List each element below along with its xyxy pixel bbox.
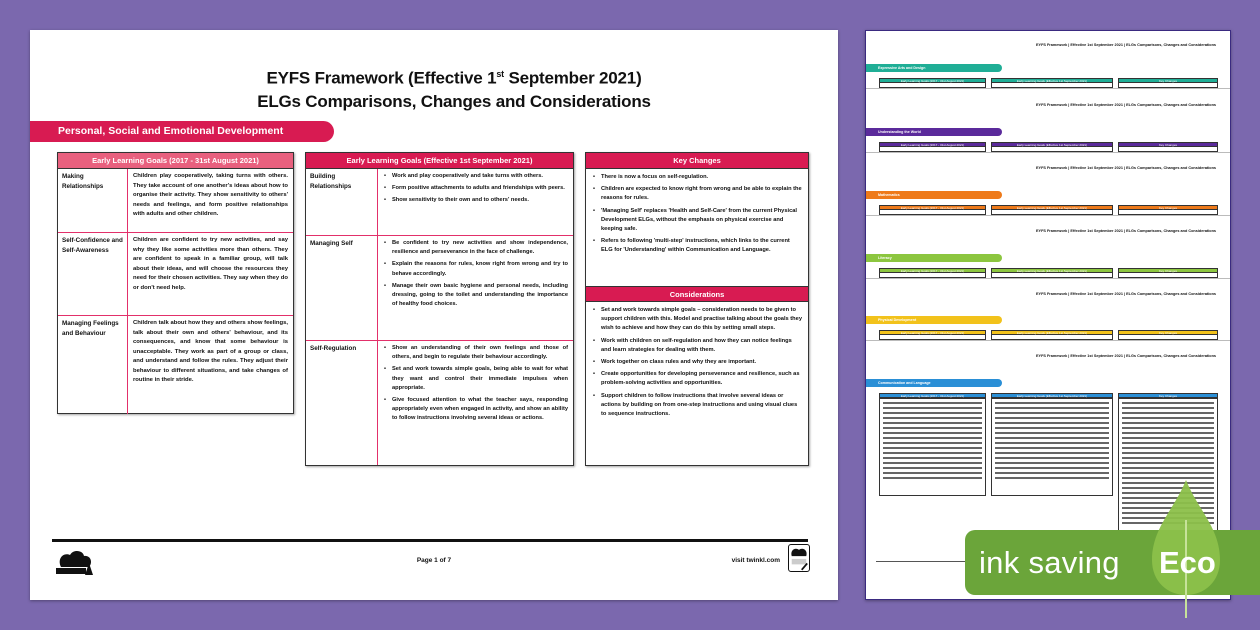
title-line-1: EYFS Framework (Effective 1 bbox=[266, 68, 497, 88]
text-line bbox=[995, 417, 1109, 419]
column-header: Early Learning Goals (2017 - 31st August 2021) bbox=[879, 205, 986, 210]
text-line bbox=[1122, 457, 1214, 459]
column-header: Early Learning Goals (Effective 1st September 2021) bbox=[991, 142, 1113, 147]
column-header: Key Changes bbox=[1118, 330, 1218, 335]
row-text: Children are confident to try new activities, and say why they like some activities more than others. They are confident to speak in a familiar group, will talk about their ideas, and will choose the resources they need for their chosen activities. They say when they do or don't need help. bbox=[133, 237, 288, 291]
text-line bbox=[995, 427, 1109, 429]
section-banner: Physical Development bbox=[866, 316, 1002, 324]
title-line-1-end: September 2021) bbox=[503, 68, 642, 88]
text-line bbox=[995, 422, 1109, 424]
document-page-1 bbox=[30, 30, 838, 600]
column-header: Key Changes bbox=[1118, 268, 1218, 273]
table-header: Early Learning Goals (2017 - 31st August 2021) bbox=[58, 153, 293, 169]
text-line bbox=[1122, 467, 1214, 469]
list-item: • Work with children on self-regulation and how they can notice feelings and learn strategies for dealing with them. bbox=[592, 337, 802, 355]
list-item: • Show an understanding of their own feelings and those of others, and begin to regulate their behaviour accordingly. bbox=[383, 344, 568, 362]
row-label: Managing Feelings and Behaviour bbox=[58, 316, 128, 414]
section-banner: Literacy bbox=[866, 254, 1002, 262]
list-item: • Be confident to try new activities and show independence, resilience and perseverance in the face of challenge. bbox=[383, 239, 568, 257]
text-line bbox=[1122, 402, 1214, 404]
title-line-2: ELGs Comparisons, Changes and Considerations bbox=[257, 91, 651, 111]
list-item: • Support children to follow instructions that involve several ideas or actions by building on from one-step instructions and using visual clues to sequence instructions. bbox=[592, 392, 802, 420]
list-item: • Work together on class rules and why they are important. bbox=[592, 358, 802, 367]
column-header: Early Learning Goals (2017 - 31st August 2021) bbox=[879, 330, 986, 335]
title-superscript: st bbox=[496, 69, 504, 79]
list-item: • Create opportunities for developing perseverance and resilience, such as problem-solving activities and opportunities. bbox=[592, 370, 802, 388]
text-line bbox=[883, 422, 982, 424]
text-line bbox=[883, 402, 982, 404]
table-preview bbox=[879, 398, 986, 496]
table-row bbox=[58, 169, 293, 233]
text-line bbox=[1122, 442, 1214, 444]
list-item: • Work and play cooperatively and take turns with others. bbox=[383, 172, 568, 181]
table-row bbox=[306, 236, 573, 341]
text-line bbox=[995, 432, 1109, 434]
running-header: EYFS Framework | Effective 1st September 2021 | ELGs Comparisons, Changes and Considerations bbox=[1036, 103, 1216, 107]
text-line bbox=[1122, 432, 1214, 434]
text-line bbox=[883, 467, 982, 469]
section-banner: Mathematics bbox=[866, 191, 1002, 199]
table-row bbox=[306, 341, 573, 465]
old-elg-table bbox=[57, 152, 294, 414]
website-link[interactable]: visit twinkl.com bbox=[731, 557, 780, 564]
column-header: Early Learning Goals (Effective 1st September 2021) bbox=[991, 205, 1113, 210]
column-header: Key Changes bbox=[1118, 142, 1218, 147]
row-label: Building Relationships bbox=[306, 169, 378, 235]
text-line bbox=[1122, 452, 1214, 454]
text-line bbox=[883, 407, 982, 409]
text-line bbox=[1122, 447, 1214, 449]
running-header: EYFS Framework | Effective 1st September 2021 | ELGs Comparisons, Changes and Considerations bbox=[1036, 166, 1216, 170]
text-line bbox=[1122, 472, 1214, 474]
section-banner: Understanding the World bbox=[866, 128, 1002, 136]
row-label: Self-Regulation bbox=[306, 341, 378, 465]
text-line bbox=[883, 417, 982, 419]
text-line bbox=[883, 442, 982, 444]
text-line bbox=[1122, 427, 1214, 429]
text-line bbox=[1122, 422, 1214, 424]
bullet-list bbox=[378, 169, 573, 235]
text-line bbox=[995, 467, 1109, 469]
running-header: EYFS Framework | Effective 1st September 2021 | ELGs Comparisons, Changes and Considerations bbox=[1036, 292, 1216, 296]
column-header: Early Learning Goals (Effective 1st September 2021) bbox=[991, 393, 1113, 398]
table-row bbox=[58, 233, 293, 316]
text-line bbox=[883, 477, 982, 479]
text-line bbox=[883, 462, 982, 464]
footer-divider bbox=[52, 539, 808, 542]
row-text: Children play cooperatively, taking turns with others. They take account of one another's ideas about how to organise their activity. They show sensitivity to others' needs and feelings, and form positive relationships with adults and other children. bbox=[133, 173, 288, 217]
list-item: • Show sensitivity to their own and to others' needs. bbox=[383, 196, 568, 205]
text-line bbox=[995, 457, 1109, 459]
row-label: Self-Confidence and Self-Awareness bbox=[58, 233, 128, 315]
text-line bbox=[995, 402, 1109, 404]
text-line bbox=[883, 412, 982, 414]
key-changes-list bbox=[586, 169, 808, 286]
text-line bbox=[995, 412, 1109, 414]
list-item: • Set and work towards simple goals – consideration needs to be given to support children with this. Model and practise talking about the goals they wish to achieve and how they can do this by setting small steps. bbox=[592, 306, 802, 334]
column-header: Early Learning Goals (Effective 1st September 2021) bbox=[991, 78, 1113, 83]
page-break bbox=[866, 152, 1230, 153]
section-banner: Communication and Language bbox=[866, 379, 1002, 387]
running-header: EYFS Framework | Effective 1st September 2021 | ELGs Comparisons, Changes and Considerations bbox=[1036, 43, 1216, 47]
column-header: Early Learning Goals (Effective 1st September 2021) bbox=[991, 330, 1113, 335]
text-line bbox=[995, 452, 1109, 454]
text-line bbox=[1122, 407, 1214, 409]
table-preview bbox=[991, 398, 1113, 496]
table-header: Early Learning Goals (Effective 1st September 2021) bbox=[306, 153, 573, 169]
text-line bbox=[883, 427, 982, 429]
column-header: Key Changes bbox=[1118, 78, 1218, 83]
bullet-list bbox=[378, 236, 573, 340]
list-item: • Manage their own basic hygiene and personal needs, including dressing, going to the toilet and understanding the importance of healthy food choices. bbox=[383, 282, 568, 310]
eco-label: Eco bbox=[1159, 545, 1216, 580]
ink-saving-label: ink saving bbox=[979, 545, 1120, 580]
bullet-list bbox=[378, 341, 573, 465]
text-line bbox=[995, 437, 1109, 439]
table-row bbox=[306, 169, 573, 236]
page-title bbox=[30, 63, 838, 113]
text-line bbox=[883, 457, 982, 459]
text-line bbox=[995, 472, 1109, 474]
list-item: • Refers to following 'multi-step' instructions, which links to the current ELG for 'Understanding' within Communication and Language. bbox=[592, 237, 802, 255]
text-line bbox=[1122, 412, 1214, 414]
page-break bbox=[866, 278, 1230, 279]
list-item: • Give focused attention to what the teacher says, responding appropriately even when engaged in activity, and show an ability to follow instructions involving several ideas or actions. bbox=[383, 396, 568, 424]
new-elg-table bbox=[305, 152, 574, 466]
text-line bbox=[883, 472, 982, 474]
text-line bbox=[883, 437, 982, 439]
text-line bbox=[995, 407, 1109, 409]
column-header: Early Learning Goals (2017 - 31st August 2021) bbox=[879, 78, 986, 83]
considerations-header: Considerations bbox=[586, 286, 808, 302]
page-break bbox=[866, 215, 1230, 216]
twinkl-quality-badge-icon bbox=[788, 544, 810, 572]
text-line bbox=[1122, 437, 1214, 439]
page-break bbox=[866, 340, 1230, 341]
list-item: • 'Managing Self' replaces 'Health and Self-Care' from the current Physical Development ELGs, without the emphasis on physical exercise and keeping safe. bbox=[592, 207, 802, 235]
column-header: Early Learning Goals (2017 - 31st August 2021) bbox=[879, 393, 986, 398]
section-banner: Personal, Social and Emotional Development bbox=[30, 121, 334, 142]
text-line bbox=[995, 447, 1109, 449]
row-label: Making Relationships bbox=[58, 169, 128, 232]
column-header: Early Learning Goals (2017 - 31st August 2021) bbox=[879, 142, 986, 147]
key-changes-table bbox=[585, 152, 809, 466]
page-break bbox=[866, 88, 1230, 89]
key-changes-header: Key Changes bbox=[586, 153, 808, 169]
text-line bbox=[995, 442, 1109, 444]
table-row bbox=[58, 316, 293, 414]
column-header: Key Changes bbox=[1118, 393, 1218, 398]
page-number: Page 1 of 7 bbox=[416, 557, 452, 564]
text-line bbox=[883, 447, 982, 449]
list-item: • Explain the reasons for rules, know right from wrong and try to behave accordingly. bbox=[383, 260, 568, 278]
column-header: Early Learning Goals (2017 - 31st August 2021) bbox=[879, 268, 986, 273]
running-header: EYFS Framework | Effective 1st September 2021 | ELGs Comparisons, Changes and Considerations bbox=[1036, 354, 1216, 358]
text-line bbox=[995, 477, 1109, 479]
row-label: Managing Self bbox=[306, 236, 378, 340]
row-text: Children talk about how they and others show feelings, talk about their own and others' behaviour, and its consequences, and know that some behaviour is unacceptable. They work as part of a group or class, and understand and follow the rules. They adjust their behaviour to different situations, and take changes of routine in their stride. bbox=[133, 320, 288, 383]
list-item: • Form positive attachments to adults and friendships with peers. bbox=[383, 184, 568, 193]
section-banner: Expressive Arts and Design bbox=[866, 64, 1002, 72]
text-line bbox=[883, 452, 982, 454]
list-item: • There is now a focus on self-regulation. bbox=[592, 173, 802, 182]
column-header: Early Learning Goals (Effective 1st September 2021) bbox=[991, 268, 1113, 273]
text-line bbox=[995, 462, 1109, 464]
text-line bbox=[1122, 462, 1214, 464]
text-line bbox=[1122, 477, 1214, 479]
list-item: • Children are expected to know right from wrong and be able to explain the reasons for rules. bbox=[592, 185, 802, 203]
list-item: • Set and work towards simple goals, being able to wait for what they want and control their immediate impulses when appropriate. bbox=[383, 365, 568, 393]
running-header: EYFS Framework | Effective 1st September 2021 | ELGs Comparisons, Changes and Considerations bbox=[1036, 229, 1216, 233]
considerations-list bbox=[586, 302, 808, 426]
text-line bbox=[883, 432, 982, 434]
column-header: Key Changes bbox=[1118, 205, 1218, 210]
text-line bbox=[1122, 417, 1214, 419]
